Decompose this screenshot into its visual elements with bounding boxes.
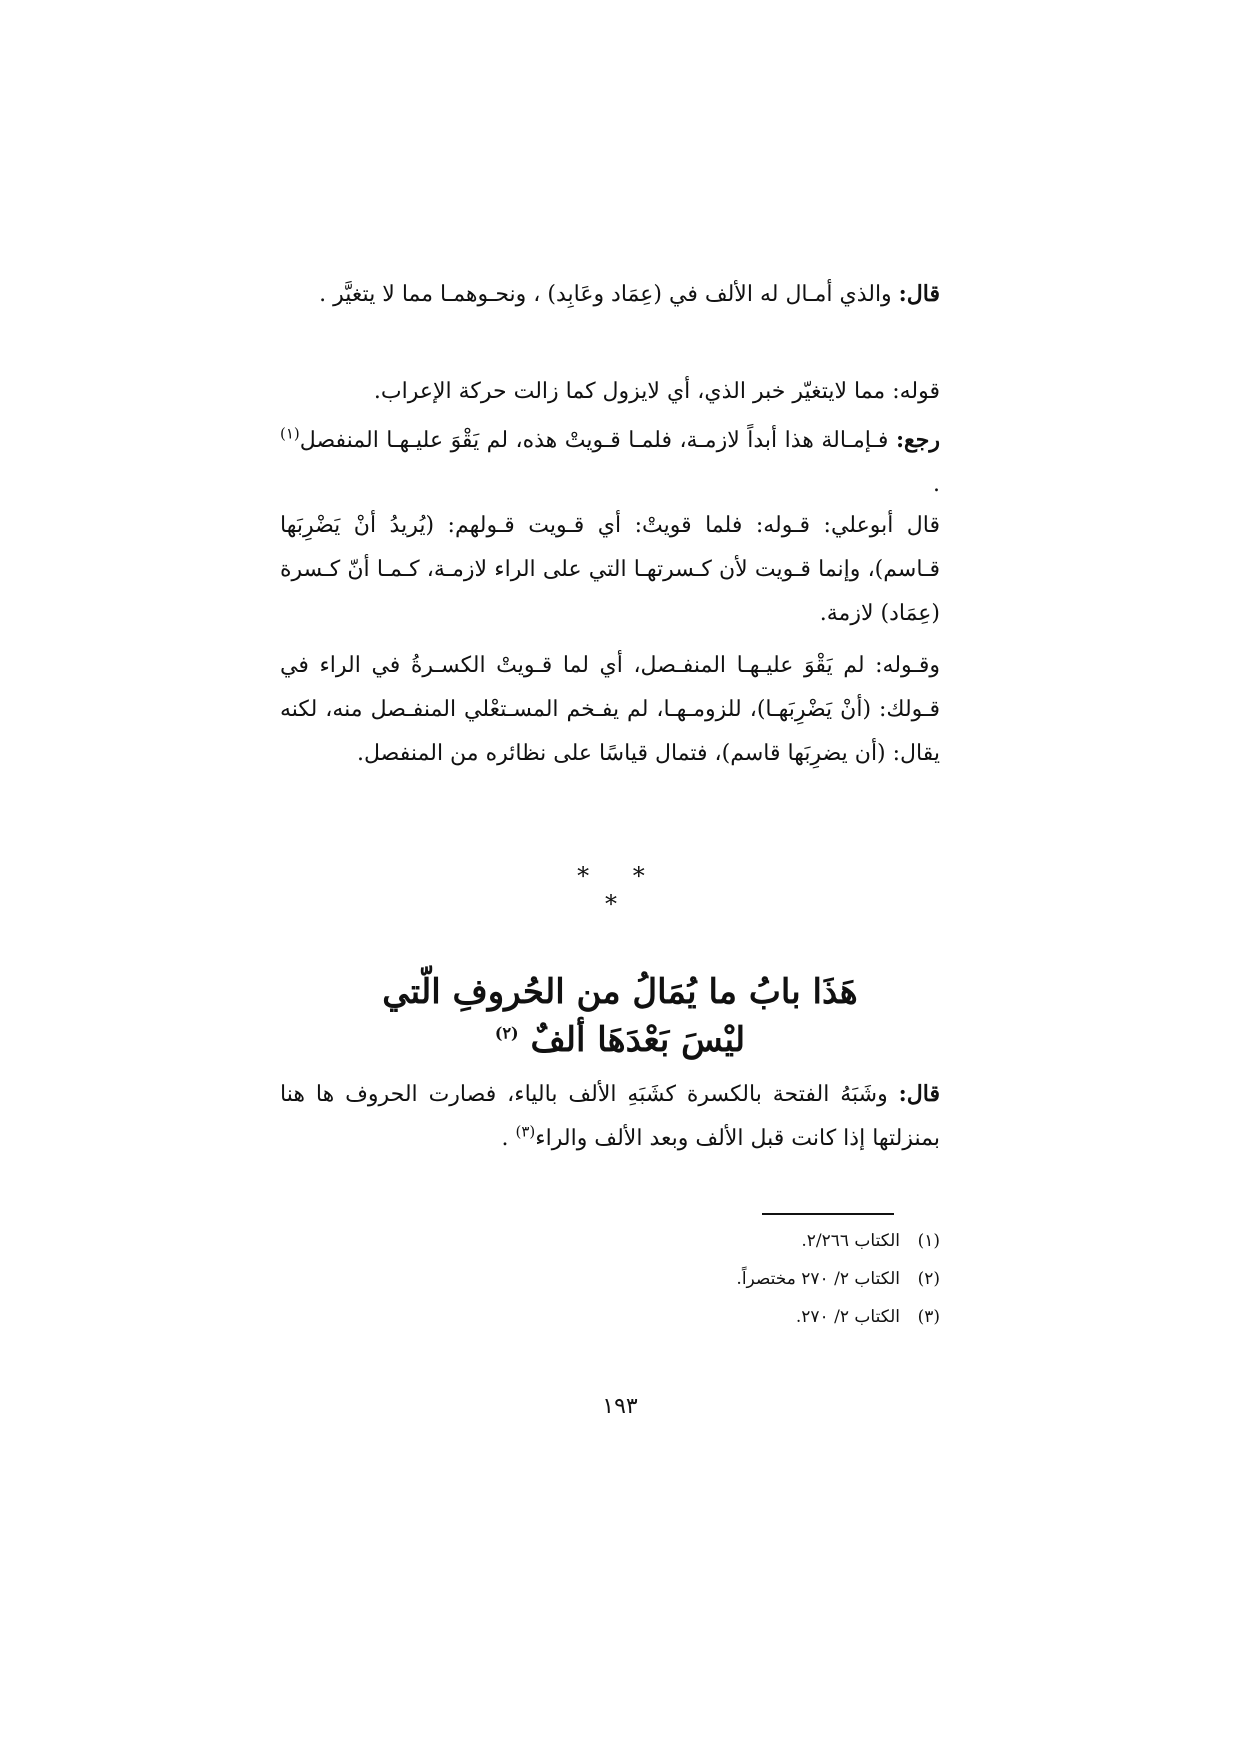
chapter-title — [330, 968, 910, 1064]
footnote-ref-3: (٣) — [515, 1122, 536, 1141]
paragraph-2-text: قوله: مما لايتغيّر خبر الذي، أي لايزول كما زالت حركة الإعراب. — [373, 379, 940, 404]
paragraph-1 — [280, 272, 940, 317]
footnote-1-text: الكتاب ٢/٢٦٦. — [801, 1231, 900, 1251]
footnote-ref-2: (٢) — [494, 1023, 519, 1043]
footnote-3 — [560, 1298, 940, 1336]
chapter-paragraph-tail: . — [501, 1126, 516, 1151]
paragraph-1-text: والذي أمـال له الألف في (عِمَاد وعَابِد) ، ونحـوهمـا مما لا يتغيَّر . — [319, 282, 899, 307]
footnote-2 — [560, 1260, 940, 1298]
footnote-1-number: (١) — [917, 1231, 940, 1251]
paragraph-4 — [280, 504, 940, 636]
paragraph-4-text: قال أبوعلي: قـوله: فلما قويتْ: أي قـويت قـولهم: (يُريدُ أنْ يَضْرِبَها قـاسم)، وإنما قـويت لأن كـسرتهـا التي على الراء لازمـة، كـمـا أنّ كـسرة (عِمَاد) لازمة. — [280, 513, 940, 626]
footnote-1 — [560, 1222, 940, 1260]
footnote-3-number: (٣) — [917, 1307, 940, 1327]
chapter-paragraph — [280, 1072, 940, 1161]
paragraph-3-lead: رجع: — [895, 427, 940, 453]
paragraph-5-text: وقـوله: لم يَقْوَ عليـهـا المنفـصل، أي لما قـويتْ الكسـرةُ في الراء في قـولك: (أنْ يَضْرِبَهـا)، للزومـهـا، لم يفـخم المسـتعْلي المنفـصل منه، لكنه يقال: (أن يضرِبَها قاسم)، فتمال قياسًا على نظائره من المنفصل. — [280, 653, 940, 766]
footnote-3-text: الكتاب ٢/ ٢٧٠. — [795, 1307, 900, 1327]
footnote-2-number: (٢) — [917, 1269, 940, 1289]
chapter-title-line-2 — [330, 1016, 910, 1064]
paragraph-5 — [280, 644, 940, 776]
paragraph-3-text: فـإمـالة هذا أبداً لازمـة، فلمـا قـويتْ هذه، لم يَقْوَ عليـهـا المنفصل — [299, 428, 896, 453]
chapter-paragraph-lead: قال: — [898, 1081, 940, 1107]
footnote-2-text: الكتاب ٢/ ٢٧٠ مختصراً. — [736, 1269, 900, 1289]
paragraph-3 — [280, 418, 940, 507]
chapter-title-line-2-text: ليْسَ بَعْدَهَا ألفٌ — [530, 1020, 746, 1060]
chapter-paragraph-text: وشَبَهُ الفتحة بالكسرة كشَبَهِ الألف بالياء، فصارت الحروف ها هنا بمنزلتها إذا كانت قبل الألف وبعد الألف والراء — [280, 1082, 940, 1151]
page-number: ١٩٣ — [602, 1394, 638, 1419]
paragraph-2 — [280, 370, 940, 414]
footnote-divider — [762, 1213, 894, 1215]
footnotes — [560, 1222, 940, 1336]
section-separator: * * * — [577, 862, 663, 918]
footnote-ref-1: (١) — [280, 424, 300, 443]
chapter-title-line-1: هَذَا بابُ ما يُمَالُ من الحُروفِ الّتي — [382, 972, 858, 1012]
paragraph-1-lead: قال: — [898, 281, 940, 307]
paragraph-3-tail: . — [933, 472, 940, 497]
